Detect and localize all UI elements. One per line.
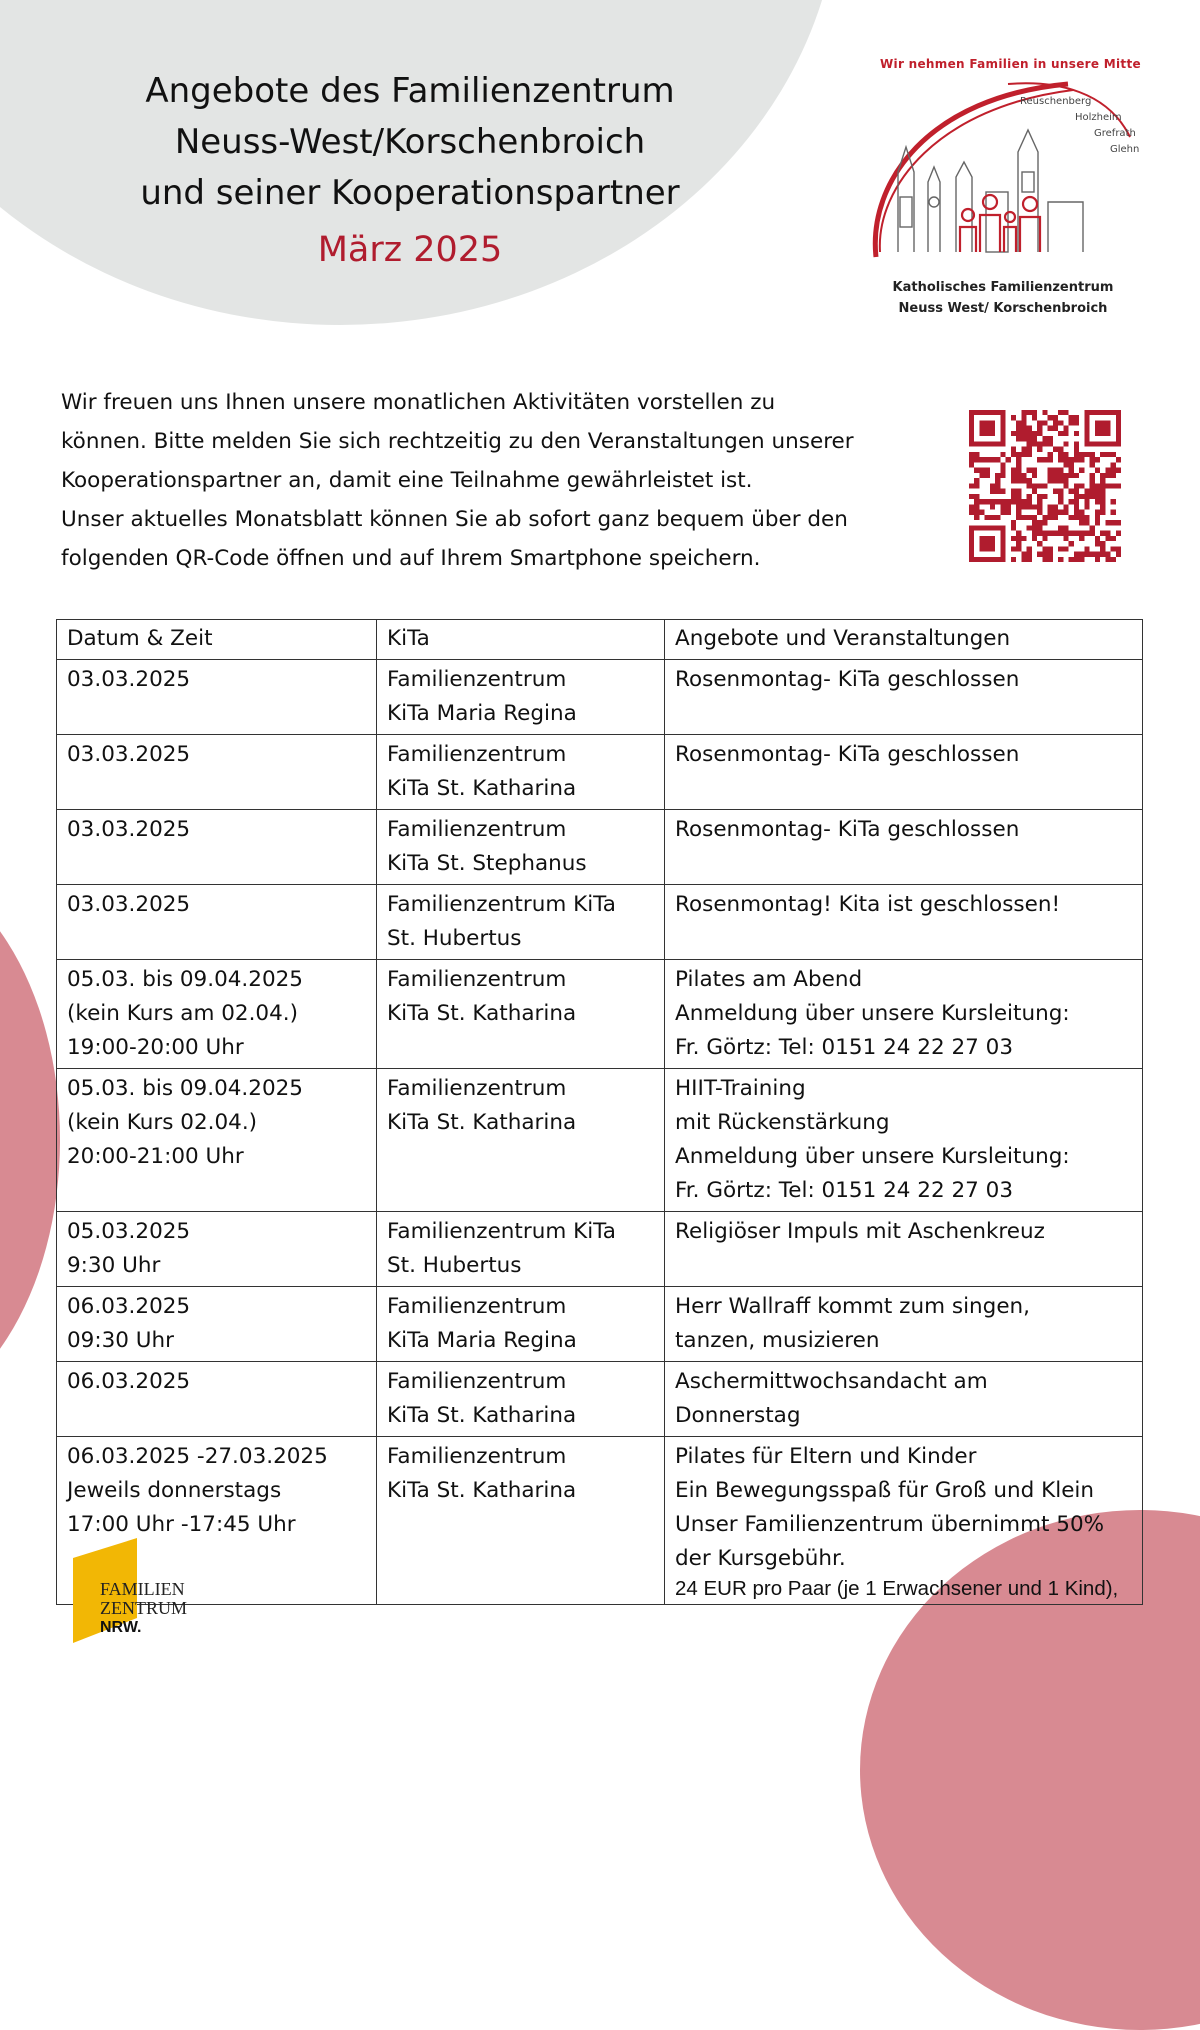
kita-cell [377, 810, 665, 885]
kita-cell-line: KiTa Maria Regina [387, 1328, 577, 1353]
kita-cell-line: Familienzentrum [387, 1444, 567, 1469]
kita-cell-line: Familienzentrum [387, 1294, 567, 1319]
date-cell [57, 660, 377, 735]
fz-line-3: NRW. [100, 1619, 142, 1636]
schedule-table [56, 619, 1143, 1605]
familienzentrum-logo [868, 52, 1150, 322]
date-cell-line: 17:00 Uhr -17:45 Uhr [67, 1512, 296, 1537]
table-row [57, 1287, 1143, 1362]
church-family-logo-icon [868, 52, 1150, 282]
kita-cell-line: KiTa St. Katharina [387, 1001, 577, 1026]
date-cell-line: 06.03.2025 [67, 1294, 191, 1319]
offer-cell-line: Religiöser Impuls mit Aschenkreuz [675, 1219, 1045, 1244]
logo-org-name [868, 277, 1138, 319]
intro-line: folgenden QR-Code öffnen und auf Ihrem Smartphone speichern. [61, 546, 761, 571]
offer-cell [665, 885, 1143, 960]
date-cell-line: 05.03. bis 09.04.2025 [67, 967, 303, 992]
offer-cell [665, 1069, 1143, 1212]
offer-cell [665, 960, 1143, 1069]
date-cell-line: 06.03.2025 -27.03.2025 [67, 1444, 328, 1469]
logo-slogan: Wir nehmen Familien in unsere Mitte [880, 57, 1141, 71]
offer-cell-line: Pilates für Eltern und Kinder [675, 1444, 977, 1469]
offer-cell-line: Anmeldung über unsere Kursleitung: [675, 1001, 1070, 1026]
kita-cell-line: KiTa St. Stephanus [387, 851, 587, 876]
date-cell [57, 735, 377, 810]
familienzentrum-nrw-text [100, 1580, 187, 1637]
offer-cell-line: Ein Bewegungsspaß für Groß und Klein [675, 1478, 1095, 1503]
date-cell-line: (kein Kurs 02.04.) [67, 1110, 258, 1135]
offer-cell-line: Fr. Görtz: Tel: 0151 24 22 27 03 [675, 1178, 1014, 1203]
offer-price-note: 24 EUR pro Paar (je 1 Erwachsener und 1 Kind), [675, 1577, 1119, 1600]
kita-cell-line: Familienzentrum [387, 667, 567, 692]
kita-cell-line: KiTa St. Katharina [387, 1110, 577, 1135]
date-cell [57, 1362, 377, 1437]
intro-line: Unser aktuelles Monatsblatt können Sie ab sofort ganz bequem über den [61, 507, 848, 532]
header-offers: Angebote und Veranstaltungen [665, 620, 1143, 660]
logo-org-line-2: Neuss West/ Korschenbroich [898, 301, 1108, 316]
offer-cell-line: tanzen, musizieren [675, 1328, 880, 1353]
kita-cell-line: St. Hubertus [387, 926, 522, 951]
offer-cell-line: Donnerstag [675, 1403, 801, 1428]
logo-place-3: Grefrath [1094, 128, 1136, 139]
date-cell-line: 03.03.2025 [67, 667, 191, 692]
kita-cell [377, 960, 665, 1069]
offer-cell-line: Rosenmontag- KiTa geschlossen [675, 817, 1020, 842]
table-row [57, 735, 1143, 810]
logo-place-2: Holzheim [1075, 112, 1122, 123]
offer-cell [665, 1287, 1143, 1362]
date-cell [57, 1069, 377, 1212]
date-cell [57, 960, 377, 1069]
offer-cell [665, 1212, 1143, 1287]
date-cell-line: 20:00-21:00 Uhr [67, 1144, 244, 1169]
title-line-1: Angebote des Familienzentrum [145, 71, 675, 111]
intro-line: können. Bitte melden Sie sich rechtzeitig zu den Veranstaltungen unserer [61, 429, 854, 454]
date-cell-line: 03.03.2025 [67, 892, 191, 917]
table-row [57, 885, 1143, 960]
intro-text [61, 383, 921, 578]
kita-cell-line: Familienzentrum [387, 967, 567, 992]
logo-place-1: Reuschenberg [1020, 96, 1092, 107]
table-header-row [57, 620, 1143, 660]
logo-org-line-1: Katholisches Familienzentrum [892, 280, 1114, 295]
table-row [57, 660, 1143, 735]
table-row [57, 960, 1143, 1069]
offer-cell-line: Rosenmontag- KiTa geschlossen [675, 742, 1020, 767]
offer-cell-line: HIIT-Training [675, 1076, 806, 1101]
offer-cell [665, 810, 1143, 885]
offer-cell-line: Fr. Görtz: Tel: 0151 24 22 27 03 [675, 1035, 1014, 1060]
kita-cell [377, 660, 665, 735]
offer-cell-line: Unser Familienzentrum übernimmt 50% [675, 1512, 1105, 1537]
qr-code-icon[interactable] [969, 410, 1121, 562]
kita-cell [377, 1212, 665, 1287]
date-cell [57, 810, 377, 885]
intro-line: Wir freuen uns Ihnen unsere monatlichen Aktivitäten vorstellen zu [61, 390, 776, 415]
date-cell-line: (kein Kurs am 02.04.) [67, 1001, 298, 1026]
offer-cell-line: der Kursgebühr. [675, 1546, 846, 1571]
decorative-pink-shape-left [0, 860, 60, 1420]
date-cell-line: 03.03.2025 [67, 742, 191, 767]
date-cell-line: Jeweils donnerstags [67, 1478, 282, 1503]
month-title: März 2025 [317, 230, 503, 270]
fz-line-2: ZENTRUM [100, 1598, 187, 1618]
kita-cell [377, 735, 665, 810]
kita-cell-line: Familienzentrum [387, 742, 567, 767]
kita-cell-line: Familienzentrum KiTa [387, 1219, 616, 1244]
offer-cell-line: Pilates am Abend [675, 967, 863, 992]
offer-cell [665, 1362, 1143, 1437]
offer-cell-line: Herr Wallraff kommt zum singen, [675, 1294, 1031, 1319]
offer-cell-line: Rosenmontag- KiTa geschlossen [675, 667, 1020, 692]
kita-cell [377, 885, 665, 960]
table-row [57, 1362, 1143, 1437]
kita-cell-line: Familienzentrum [387, 817, 567, 842]
offer-cell [665, 1437, 1143, 1605]
offer-cell-line: mit Rückenstärkung [675, 1110, 890, 1135]
date-cell-line: 03.03.2025 [67, 817, 191, 842]
header-kita: KiTa [377, 620, 665, 660]
header-date: Datum & Zeit [57, 620, 377, 660]
date-cell-line: 19:00-20:00 Uhr [67, 1035, 244, 1060]
kita-cell [377, 1287, 665, 1362]
title-line-3: und seiner Kooperationspartner [140, 173, 680, 213]
title-line-2: Neuss-West/Korschenbroich [174, 122, 646, 162]
offer-cell-line: Anmeldung über unsere Kursleitung: [675, 1144, 1070, 1169]
kita-cell-line: KiTa St. Katharina [387, 1478, 577, 1503]
date-cell [57, 885, 377, 960]
date-cell-line: 09:30 Uhr [67, 1328, 174, 1353]
date-cell [57, 1212, 377, 1287]
date-cell-line: 9:30 Uhr [67, 1253, 161, 1278]
table-row [57, 1212, 1143, 1287]
kita-cell [377, 1362, 665, 1437]
fz-line-1: FAMILIEN [100, 1579, 185, 1599]
intro-line: Kooperationspartner an, damit eine Teilnahme gewährleistet ist. [61, 468, 753, 493]
date-cell-line: 05.03. bis 09.04.2025 [67, 1076, 303, 1101]
kita-cell-line: Familienzentrum [387, 1076, 567, 1101]
kita-cell-line: KiTa St. Katharina [387, 776, 577, 801]
kita-cell-line: Familienzentrum [387, 1369, 567, 1394]
page-header [100, 66, 720, 277]
date-cell-line: 05.03.2025 [67, 1219, 191, 1244]
offer-cell-line: Aschermittwochsandacht am [675, 1369, 988, 1394]
table-row [57, 810, 1143, 885]
offer-cell [665, 735, 1143, 810]
kita-cell [377, 1437, 665, 1605]
kita-cell-line: KiTa St. Katharina [387, 1403, 577, 1428]
kita-cell [377, 1069, 665, 1212]
date-cell-line: 06.03.2025 [67, 1369, 191, 1394]
offer-cell [665, 660, 1143, 735]
offer-cell-line: Rosenmontag! Kita ist geschlossen! [675, 892, 1061, 917]
kita-cell-line: St. Hubertus [387, 1253, 522, 1278]
kita-cell-line: KiTa Maria Regina [387, 701, 577, 726]
logo-place-4: Glehn [1110, 144, 1140, 155]
date-cell [57, 1287, 377, 1362]
kita-cell-line: Familienzentrum KiTa [387, 892, 616, 917]
table-row [57, 1069, 1143, 1212]
